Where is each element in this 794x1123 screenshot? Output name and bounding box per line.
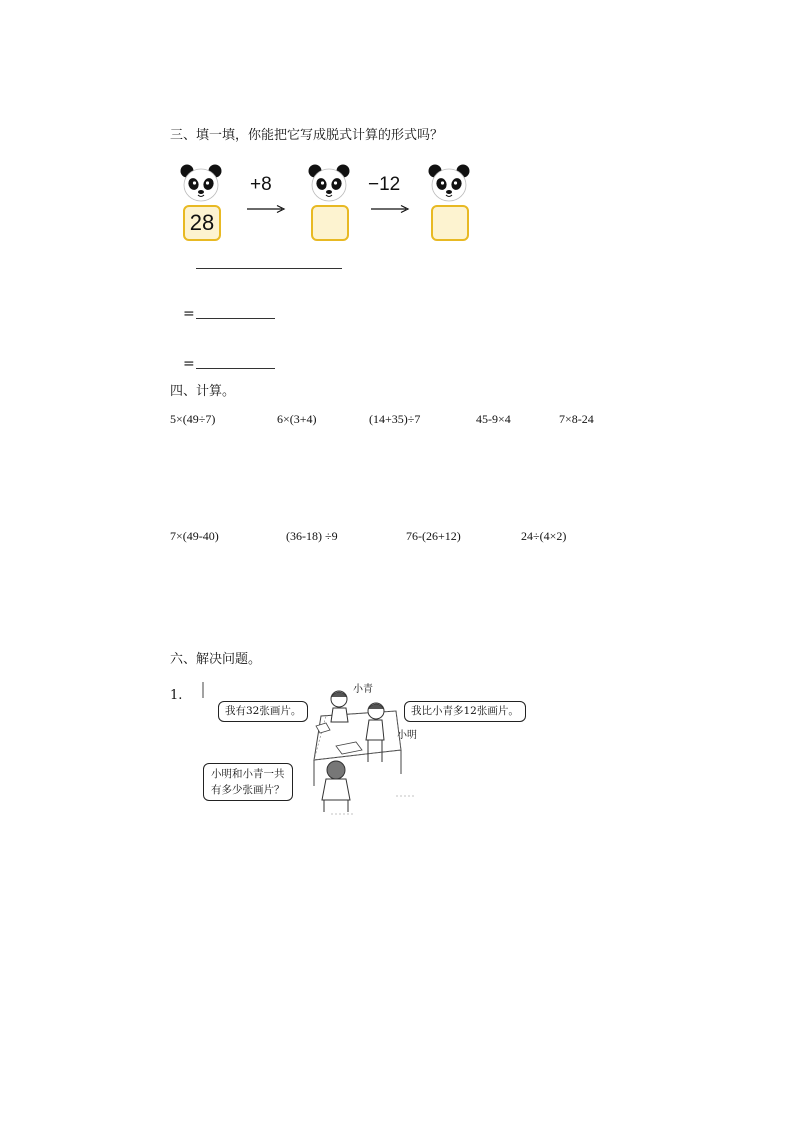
label-xiaoqing: 小青 xyxy=(353,684,373,695)
equals-sign: = xyxy=(183,356,195,372)
start-value: 28 xyxy=(189,210,215,235)
section3-heading: 三、填一填，你能把它写成脱式计算的形式吗？ xyxy=(170,128,444,143)
answer-line-1[interactable] xyxy=(196,268,342,269)
speech-bubble-xiaoming: 我比小青多12张画片。 xyxy=(404,701,526,722)
section4-heading: 四、计算。 xyxy=(170,384,236,399)
panda-icon xyxy=(307,163,351,203)
section6-heading: 六、解决问题。 xyxy=(170,652,262,667)
panda-icon xyxy=(427,163,471,203)
expression: (14+35)÷7 xyxy=(369,412,421,426)
label-xiaoming: 小明 xyxy=(397,730,417,741)
expression: 45-9×4 xyxy=(476,412,511,426)
expression: 24÷(4×2) xyxy=(521,529,567,543)
question-line-1: 小明和小青一共 xyxy=(211,768,285,780)
arrow-right-icon xyxy=(246,204,286,214)
expression: 7×8-24 xyxy=(559,412,594,426)
arrow-right-icon xyxy=(370,204,410,214)
answer-box-2[interactable] xyxy=(431,205,469,241)
question-number: 1. xyxy=(170,688,183,703)
panda-icon xyxy=(179,163,223,203)
op2-label: −12 xyxy=(368,174,401,195)
answer-box-1[interactable] xyxy=(311,205,349,241)
expression: (36-18) ÷9 xyxy=(286,529,338,543)
start-value-box xyxy=(183,205,221,241)
answer-line-3[interactable] xyxy=(196,368,275,369)
expression: 7×(49-40) xyxy=(170,529,219,543)
expression: 76-(26+12) xyxy=(406,529,461,543)
expression: 5×(49÷7) xyxy=(170,412,216,426)
question-line-2: 有多少张画片？ xyxy=(211,784,285,796)
speech-bubble-question xyxy=(203,763,293,801)
speech-bubble-xiaoqing: 我有32张画片。 xyxy=(218,701,308,722)
answer-line-2[interactable] xyxy=(196,318,275,319)
op1-label: +8 xyxy=(250,174,272,195)
equals-sign: = xyxy=(183,306,195,322)
expression: 6×(3+4) xyxy=(277,412,317,426)
